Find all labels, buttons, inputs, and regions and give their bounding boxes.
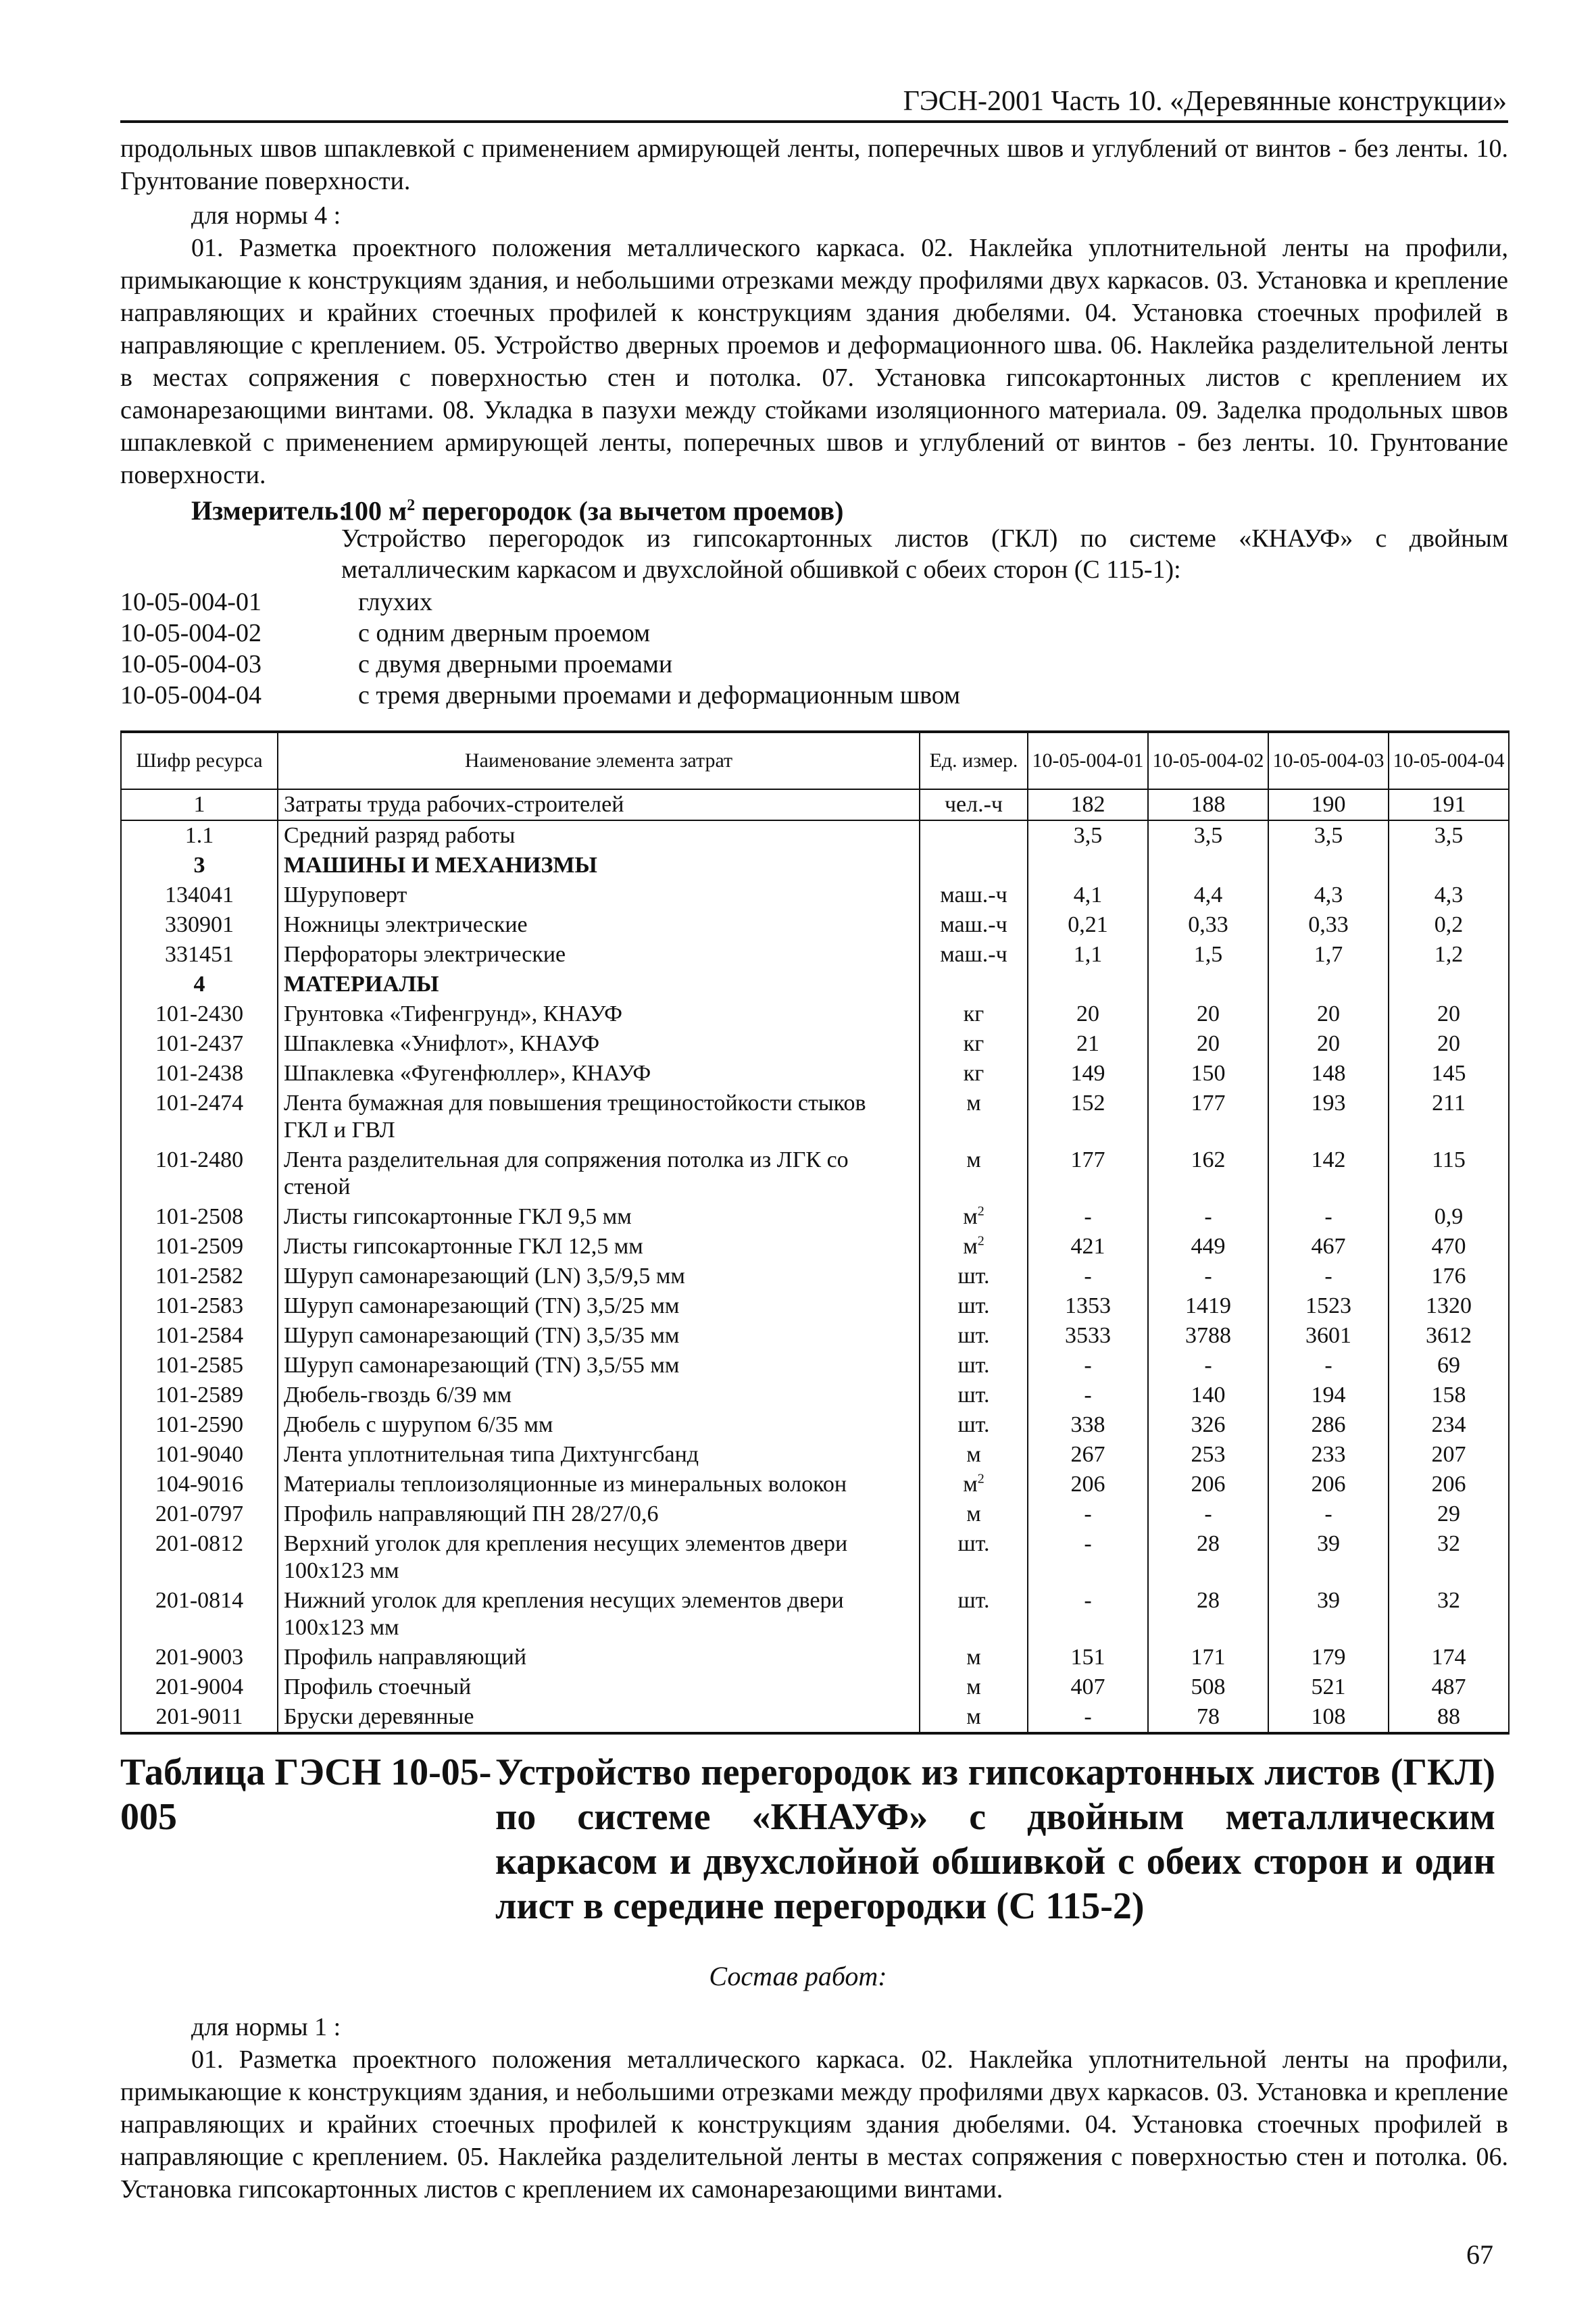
norm-4-value-cell: 69 [1389, 1351, 1509, 1380]
norm-3-value-cell: 3601 [1268, 1321, 1389, 1351]
norm-4-value-cell: 234 [1389, 1410, 1509, 1440]
unit-text: маш.-ч [940, 942, 1007, 967]
table-row [121, 820, 1509, 851]
unit-cell [920, 1440, 1028, 1470]
norm-2-value-cell [1148, 970, 1268, 999]
norm-2-value-cell: - [1148, 1262, 1268, 1291]
unit-cell [920, 820, 1028, 851]
table-row [121, 1291, 1509, 1321]
resource-code-cell: 1 [121, 789, 278, 820]
element-name-cell: Шуруп самонарезающий (TN) 3,5/55 мм [278, 1351, 920, 1380]
element-name-cell: Листы гипсокартонные ГКЛ 9,5 мм [278, 1202, 920, 1232]
table-row [121, 1643, 1509, 1672]
norm-code: 10-05-004-01 [120, 588, 261, 616]
unit-cell [920, 1145, 1028, 1202]
norm-3-value-cell: 0,33 [1268, 910, 1389, 940]
unit-text: м [966, 1147, 981, 1172]
unit-text: шт. [957, 1353, 990, 1378]
resource-code-cell: 101-2437 [121, 1029, 278, 1059]
norm-2-value-cell [1148, 851, 1268, 880]
element-name-cell: Шпаклевка «Фугенфюллер», КНАУФ [278, 1059, 920, 1089]
norm-2-value-cell: - [1148, 1351, 1268, 1380]
norm-2-value-cell: 78 [1148, 1702, 1268, 1733]
resource-code-cell: 101-9040 [121, 1440, 278, 1470]
norm-3-value-cell: 1,7 [1268, 940, 1389, 970]
unit-text: шт. [957, 1412, 990, 1437]
norm-3-value-cell [1268, 970, 1389, 999]
measurement-unit-label: Измеритель: [191, 495, 348, 526]
norm-4-value-cell: 174 [1389, 1643, 1509, 1672]
unit-text: шт. [957, 1264, 990, 1289]
resource-code-cell: 201-0814 [121, 1586, 278, 1643]
unit-cell [920, 1672, 1028, 1702]
norm-description: глухих [358, 588, 432, 616]
norm-2-value-cell: 188 [1148, 789, 1268, 820]
table-row [121, 1089, 1509, 1145]
unit-text: м [966, 1674, 981, 1699]
resource-code-cell: 101-2438 [121, 1059, 278, 1089]
resource-code-cell: 101-2509 [121, 1232, 278, 1262]
unit-cell [920, 1262, 1028, 1291]
norm-2-value-cell: 140 [1148, 1380, 1268, 1410]
norm-2-value-cell: 508 [1148, 1672, 1268, 1702]
unit-text: шт. [957, 1588, 990, 1613]
element-name-cell: Ножницы электрические [278, 910, 920, 940]
unit-cell [920, 970, 1028, 999]
norm-3-value-cell: 39 [1268, 1586, 1389, 1643]
resource-code-cell: 331451 [121, 940, 278, 970]
norm-1-value-cell: - [1028, 1351, 1148, 1380]
norm-1-value-cell: - [1028, 1499, 1148, 1529]
norm-1-label: для нормы 1 : [191, 2013, 341, 2041]
norm-1-value-cell: 21 [1028, 1029, 1148, 1059]
norm-code-row [120, 680, 960, 711]
table-row [121, 1702, 1509, 1733]
resource-code-cell: 4 [121, 970, 278, 999]
unit-cell [920, 880, 1028, 910]
element-name-cell: Профиль направляющий ПН 28/27/0,6 [278, 1499, 920, 1529]
measurement-unit-value: 100 м [341, 495, 407, 526]
norm-2-value-cell: 20 [1148, 1029, 1268, 1059]
next-table-title [120, 1750, 1508, 1928]
element-name-cell: Средний разряд работы [278, 820, 920, 851]
work-composition-heading: Состав работ: [709, 1961, 887, 1991]
norm-description: с двумя дверными проемами [358, 650, 673, 678]
norm-1-value-cell: 152 [1028, 1089, 1148, 1145]
table-row [121, 999, 1509, 1029]
norm-2-value-cell: 162 [1148, 1145, 1268, 1202]
table-row [121, 1351, 1509, 1380]
norm-4-label: для нормы 4 : [191, 201, 341, 230]
norm-4-value-cell [1389, 851, 1509, 880]
element-name-cell: Перфораторы электрические [278, 940, 920, 970]
element-name-cell: Грунтовка «Тифенгрунд», КНАУФ [278, 999, 920, 1029]
measurement-unit-suffix: перегородок (за вычетом проемов) [415, 495, 844, 526]
unit-text: шт. [957, 1323, 990, 1348]
norm-1-value-cell: 0,21 [1028, 910, 1148, 940]
resource-code-cell: 201-0812 [121, 1529, 278, 1586]
unit-cell [920, 1202, 1028, 1232]
table-row [121, 1029, 1509, 1059]
norm-4-value-cell: 32 [1389, 1586, 1509, 1643]
norm-3-value-cell: 193 [1268, 1089, 1389, 1145]
unit-cell [920, 910, 1028, 940]
norm-2-value-cell: 20 [1148, 999, 1268, 1029]
element-name-cell: МАШИНЫ И МЕХАНИЗМЫ [278, 851, 920, 880]
resource-code-cell: 1.1 [121, 820, 278, 851]
norm-4-value-cell: 470 [1389, 1232, 1509, 1262]
table-row [121, 880, 1509, 910]
header-norm-4: 10-05-004-04 [1389, 732, 1509, 789]
unit-cell [920, 1089, 1028, 1145]
norm-2-value-cell: 253 [1148, 1440, 1268, 1470]
norm-description: с тремя дверными проемами и деформационным швом [358, 681, 961, 710]
work-composition-norm-4: 01. Разметка проектного положения металлического каркаса. 02. Наклейка уплотнительной ленты на профили, примыкающие к конструкциям здания, и небольшими отрезками между профилями двух каркасов. 03. Установка и крепление направляющих и крайних стоечных профилей к конструкциям здания дюбелями. 04. Установка стоечных профилей в направляющие с креплением. 05. Устройство дверных проемов и деформационного шва. 06. Наклейка разделительной ленты в местах сопряжения с поверхностью стен и потолка. 07. Установка гипсокартонных листов с креплением их самонарезающими винтами. 08. Укладка в пазухи между стойками изоляционного материала. 09. Заделка продольных швов шпаклевкой с применением армирующей ленты, поперечных швов и углублений от винтов - без ленты. 10. Грунтование поверхности. [120, 234, 1508, 489]
resource-code-cell: 101-2474 [121, 1089, 278, 1145]
unit-cell [920, 1351, 1028, 1380]
norm-3-value-cell: 467 [1268, 1232, 1389, 1262]
norm-4-value-cell: 20 [1389, 1029, 1509, 1059]
table-row [121, 1499, 1509, 1529]
unit-text: м [966, 1091, 981, 1116]
norm-3-value-cell: 108 [1268, 1702, 1389, 1733]
norm-1-value-cell: - [1028, 1262, 1148, 1291]
resource-code-cell: 201-9011 [121, 1702, 278, 1733]
norm-4-value-cell: 206 [1389, 1470, 1509, 1499]
norm-3-value-cell: 4,3 [1268, 880, 1389, 910]
element-name-cell: Верхний уголок для крепления несущих элементов двери 100х123 мм [278, 1529, 920, 1586]
table-row [121, 1202, 1509, 1232]
work-composition-continued: продольных швов шпаклевкой с применением армирующей ленты, поперечных швов и углублений от винтов - без ленты. 10. Грунтование поверхности. [120, 134, 1508, 195]
norm-4-value-cell: 1,2 [1389, 940, 1509, 970]
page-number: 67 [1466, 2239, 1493, 2270]
resource-code-cell: 101-2583 [121, 1291, 278, 1321]
resource-code-cell: 104-9016 [121, 1470, 278, 1499]
next-table-caption: Устройство перегородок из гипсокартонных листов (ГКЛ) по системе «КНАУФ» с двойным металлическим каркасом и двухслойной обшивкой с обеих сторон и один лист в середине перегородки (С 115-2) [495, 1751, 1495, 1927]
resource-code-cell: 101-2430 [121, 999, 278, 1029]
unit-cell [920, 789, 1028, 820]
norm-4-value-cell: 115 [1389, 1145, 1509, 1202]
norm-1-value-cell: - [1028, 1380, 1148, 1410]
element-name-cell: Лента разделительная для сопряжения потолка из ЛГК со стеной [278, 1145, 920, 1202]
norm-2-value-cell: 326 [1148, 1410, 1268, 1440]
norm-code: 10-05-004-03 [120, 650, 261, 678]
resource-code-cell: 3 [121, 851, 278, 880]
norm-1-value-cell: 407 [1028, 1672, 1148, 1702]
norm-3-value-cell: 233 [1268, 1440, 1389, 1470]
norm-description: с одним дверным проемом [358, 619, 651, 647]
unit-text: кг [963, 1031, 984, 1056]
norm-3-value-cell: 142 [1268, 1145, 1389, 1202]
unit-cell [920, 1499, 1028, 1529]
table-description: Устройство перегородок из гипсокартонных листов (ГКЛ) по системе «КНАУФ» с двойным металлическим каркасом и двухслойной обшивкой с обеих сторон (С 115-1): [341, 524, 1508, 584]
norm-1-value-cell: 177 [1028, 1145, 1148, 1202]
norm-codes-list [120, 587, 960, 711]
element-name-cell: МАТЕРИАЛЫ [278, 970, 920, 999]
element-name-cell: Затраты труда рабочих-строителей [278, 789, 920, 820]
header-norm-2: 10-05-004-02 [1148, 732, 1268, 789]
resource-code-cell: 201-9004 [121, 1672, 278, 1702]
element-name-cell: Шуруп самонарезающий (TN) 3,5/25 мм [278, 1291, 920, 1321]
norm-1-value-cell [1028, 970, 1148, 999]
resource-code-cell: 101-2508 [121, 1202, 278, 1232]
norm-1-value-cell: 182 [1028, 789, 1148, 820]
norm-2-value-cell: 0,33 [1148, 910, 1268, 940]
norm-code-row [120, 587, 960, 618]
unit-cell [920, 1321, 1028, 1351]
unit-text: маш.-ч [940, 882, 1007, 907]
page-header: ГЭСН-2001 Часть 10. «Деревянные конструкции» [903, 86, 1507, 117]
resource-code-cell: 201-0797 [121, 1499, 278, 1529]
norm-1-value-cell: - [1028, 1202, 1148, 1232]
resource-code-cell: 101-2584 [121, 1321, 278, 1351]
table-row [121, 1529, 1509, 1586]
unit-cell [920, 1380, 1028, 1410]
norm-4-value-cell: 3612 [1389, 1321, 1509, 1351]
unit-exponent: 2 [977, 1471, 984, 1487]
norm-4-value-cell: 20 [1389, 999, 1509, 1029]
unit-cell [920, 1059, 1028, 1089]
resource-code-cell: 330901 [121, 910, 278, 940]
norm-3-value-cell: 179 [1268, 1643, 1389, 1672]
unit-text: шт. [957, 1383, 990, 1408]
norm-3-value-cell: 39 [1268, 1529, 1389, 1586]
norm-4-value-cell: 191 [1389, 789, 1509, 820]
unit-text: м [963, 1472, 978, 1497]
unit-cell [920, 1410, 1028, 1440]
resource-code-cell: 101-2590 [121, 1410, 278, 1440]
norm-1-value-cell: 20 [1028, 999, 1148, 1029]
norm-1-value-cell: 149 [1028, 1059, 1148, 1089]
norm-4-value-cell: 0,2 [1389, 910, 1509, 940]
norm-1-value-cell: 151 [1028, 1643, 1148, 1672]
table-row [121, 1440, 1509, 1470]
unit-text: м [966, 1501, 981, 1526]
unit-text: м [966, 1645, 981, 1670]
resource-code-cell: 101-2480 [121, 1145, 278, 1202]
norm-1-value-cell: - [1028, 1702, 1148, 1733]
unit-text: кг [963, 1001, 984, 1026]
table-row [121, 851, 1509, 880]
norm-3-value-cell [1268, 851, 1389, 880]
norm-2-value-cell: 177 [1148, 1089, 1268, 1145]
unit-text: маш.-ч [940, 912, 1007, 937]
norm-1-value-cell: 4,1 [1028, 880, 1148, 910]
norm-1-value-cell: - [1028, 1529, 1148, 1586]
norm-3-value-cell: 3,5 [1268, 820, 1389, 851]
table-body [121, 789, 1509, 1733]
norm-1-value-cell: 1353 [1028, 1291, 1148, 1321]
norm-3-value-cell: 190 [1268, 789, 1389, 820]
unit-cell [920, 1529, 1028, 1586]
norm-4-value-cell: 0,9 [1389, 1202, 1509, 1232]
norm-2-value-cell: 4,4 [1148, 880, 1268, 910]
norm-4-value-cell: 4,3 [1389, 880, 1509, 910]
norm-2-value-cell: 150 [1148, 1059, 1268, 1089]
norm-2-value-cell: 3788 [1148, 1321, 1268, 1351]
unit-text: чел.-ч [944, 792, 1003, 817]
element-name-cell: Шпаклевка «Унифлот», КНАУФ [278, 1029, 920, 1059]
norm-4-value-cell: 487 [1389, 1672, 1509, 1702]
norm-3-value-cell: 206 [1268, 1470, 1389, 1499]
table-row [121, 940, 1509, 970]
norm-3-value-cell: 20 [1268, 1029, 1389, 1059]
norm-1-value-cell: 421 [1028, 1232, 1148, 1262]
norm-1-value-cell: 1,1 [1028, 940, 1148, 970]
resource-code-cell: 101-2589 [121, 1380, 278, 1410]
norm-3-value-cell: - [1268, 1351, 1389, 1380]
table-row [121, 1380, 1509, 1410]
norm-3-value-cell: 521 [1268, 1672, 1389, 1702]
unit-cell [920, 1586, 1028, 1643]
norm-2-value-cell: 28 [1148, 1529, 1268, 1586]
table-row [121, 789, 1509, 820]
table-row [121, 1470, 1509, 1499]
element-name-cell: Дюбель с шурупом 6/35 мм [278, 1410, 920, 1440]
norm-4-value-cell: 29 [1389, 1499, 1509, 1529]
header-norm-3: 10-05-004-03 [1268, 732, 1389, 789]
norm-4-value-cell: 3,5 [1389, 820, 1509, 851]
header-resource-code: Шифр ресурса [121, 732, 278, 789]
norm-1-value-cell: 338 [1028, 1410, 1148, 1440]
norm-4-value-cell: 1320 [1389, 1291, 1509, 1321]
work-composition-norm-1: 01. Разметка проектного положения металлического каркаса. 02. Наклейка уплотнительной ленты на профили, примыкающие к конструкциям здания, и небольшими отрезками между профилями двух каркасов. 03. Установка и крепление направляющих и крайних стоечных профилей к конструкциям здания дюбелями. 04. Установка стоечных профилей в направляющие с креплением. 05. Наклейка разделительной ленты в местах сопряжения с поверхностью стен и потолка. 06. Установка гипсокартонных листов с креплением их самонарезающими винтами. [120, 2045, 1508, 2204]
unit-cell [920, 1291, 1028, 1321]
element-name-cell: Нижний уголок для крепления несущих элементов двери 100х123 мм [278, 1586, 920, 1643]
norm-3-value-cell: 194 [1268, 1380, 1389, 1410]
norm-3-value-cell: 20 [1268, 999, 1389, 1029]
unit-cell [920, 999, 1028, 1029]
unit-cell [920, 1470, 1028, 1499]
norm-1-value-cell: 206 [1028, 1470, 1148, 1499]
unit-text: кг [963, 1061, 984, 1086]
unit-text: м [963, 1204, 978, 1229]
norm-2-value-cell: 206 [1148, 1470, 1268, 1499]
unit-cell [920, 1702, 1028, 1733]
norm-1-value-cell: - [1028, 1586, 1148, 1643]
header-norm-1: 10-05-004-01 [1028, 732, 1148, 789]
norm-code: 10-05-004-04 [120, 681, 261, 710]
norm-4-value-cell: 211 [1389, 1089, 1509, 1145]
table-row [121, 1232, 1509, 1262]
element-name-cell: Дюбель-гвоздь 6/39 мм [278, 1380, 920, 1410]
resource-code-cell: 134041 [121, 880, 278, 910]
norm-1-value-cell [1028, 851, 1148, 880]
norm-2-value-cell: 171 [1148, 1643, 1268, 1672]
header-unit: Ед. измер. [920, 732, 1028, 789]
unit-text: м [966, 1704, 981, 1729]
element-name-cell: Профиль направляющий [278, 1643, 920, 1672]
unit-cell [920, 1643, 1028, 1672]
resource-table [120, 730, 1510, 1735]
table-row [121, 970, 1509, 999]
norm-1-value-cell: 3,5 [1028, 820, 1148, 851]
measurement-unit-exponent: 2 [407, 497, 416, 514]
table-row [121, 1410, 1509, 1440]
element-name-cell: Шуруп самонарезающий (TN) 3,5/35 мм [278, 1321, 920, 1351]
table-row [121, 1586, 1509, 1643]
unit-exponent: 2 [977, 1203, 984, 1219]
norm-2-value-cell: - [1148, 1499, 1268, 1529]
norm-code-row [120, 649, 960, 680]
resource-code-cell: 101-2582 [121, 1262, 278, 1291]
norm-3-value-cell: 148 [1268, 1059, 1389, 1089]
element-name-cell: Материалы теплоизоляционные из минеральных волокон [278, 1470, 920, 1499]
element-name-cell: Шуруповерт [278, 880, 920, 910]
unit-text: шт. [957, 1531, 990, 1556]
unit-text: шт. [957, 1293, 990, 1318]
unit-text: м [963, 1234, 978, 1259]
element-name-cell: Шуруп самонарезающий (LN) 3,5/9,5 мм [278, 1262, 920, 1291]
next-table-number: Таблица ГЭСН 10-05-005 [120, 1751, 492, 1838]
table-row [121, 910, 1509, 940]
element-name-cell: Лента бумажная для повышения трещиностойкости стыков ГКЛ и ГВЛ [278, 1089, 920, 1145]
header-element-name: Наименование элемента затрат [278, 732, 920, 789]
unit-exponent: 2 [977, 1233, 984, 1249]
element-name-cell: Профиль стоечный [278, 1672, 920, 1702]
norm-4-value-cell: 176 [1389, 1262, 1509, 1291]
norm-3-value-cell: - [1268, 1262, 1389, 1291]
norm-4-value-cell [1389, 970, 1509, 999]
norm-2-value-cell: 449 [1148, 1232, 1268, 1262]
norm-1-value-cell: 3533 [1028, 1321, 1148, 1351]
unit-cell [920, 1232, 1028, 1262]
element-name-cell: Лента уплотнительная типа Дихтунгсбанд [278, 1440, 920, 1470]
norm-4-value-cell: 207 [1389, 1440, 1509, 1470]
table-row [121, 1672, 1509, 1702]
norm-4-value-cell: 145 [1389, 1059, 1509, 1089]
table-row [121, 1262, 1509, 1291]
element-name-cell: Листы гипсокартонные ГКЛ 12,5 мм [278, 1232, 920, 1262]
norm-2-value-cell: 28 [1148, 1586, 1268, 1643]
resource-code-cell: 201-9003 [121, 1643, 278, 1672]
table-header-row [121, 732, 1509, 789]
norm-2-value-cell: 1419 [1148, 1291, 1268, 1321]
header-rule [120, 120, 1508, 123]
norm-3-value-cell: 1523 [1268, 1291, 1389, 1321]
norm-code: 10-05-004-02 [120, 619, 261, 647]
measurement-unit [191, 489, 843, 527]
table-row [121, 1059, 1509, 1089]
norm-4-value-cell: 88 [1389, 1702, 1509, 1733]
element-name-cell: Бруски деревянные [278, 1702, 920, 1733]
norm-4-value-cell: 158 [1389, 1380, 1509, 1410]
norm-code-row [120, 618, 960, 649]
norm-3-value-cell: - [1268, 1202, 1389, 1232]
unit-cell [920, 1029, 1028, 1059]
norm-2-value-cell: 3,5 [1148, 820, 1268, 851]
norm-1-value-cell: 267 [1028, 1440, 1148, 1470]
norm-2-value-cell: - [1148, 1202, 1268, 1232]
unit-cell [920, 940, 1028, 970]
norm-2-value-cell: 1,5 [1148, 940, 1268, 970]
resource-code-cell: 101-2585 [121, 1351, 278, 1380]
unit-cell [920, 851, 1028, 880]
norm-4-value-cell: 32 [1389, 1529, 1509, 1586]
unit-text: м [966, 1442, 981, 1467]
norm-3-value-cell: - [1268, 1499, 1389, 1529]
norm-3-value-cell: 286 [1268, 1410, 1389, 1440]
table-row [121, 1145, 1509, 1202]
table-row [121, 1321, 1509, 1351]
